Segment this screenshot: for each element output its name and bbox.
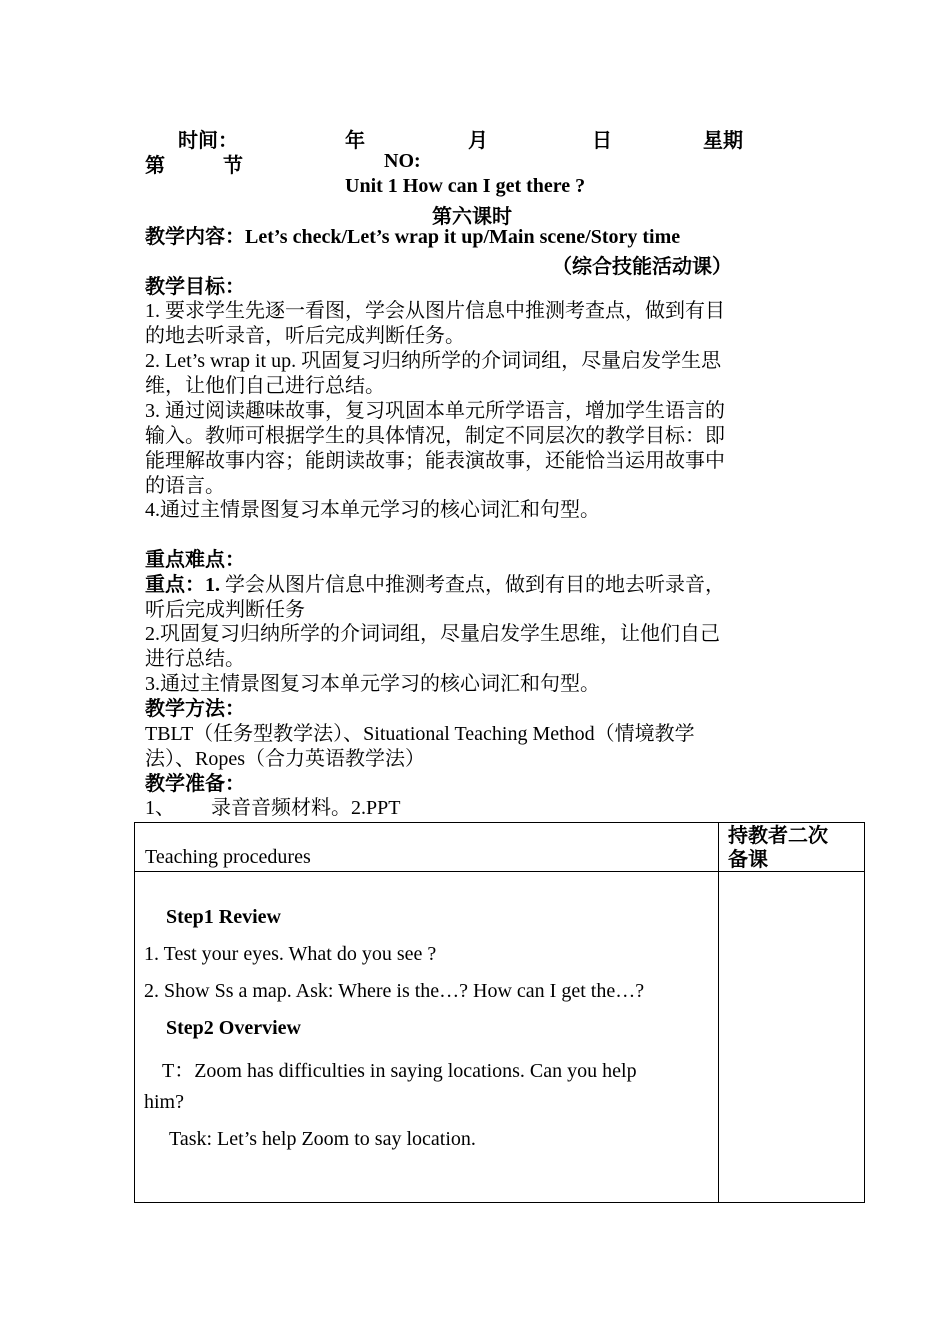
objective-line: 1. 要求学生先逐一看图，学会从图片信息中推测考查点，做到有目 bbox=[145, 300, 725, 322]
second-prep-body-cell[interactable] bbox=[719, 872, 865, 1203]
keypoint-line: 听后完成判断任务 bbox=[145, 599, 305, 621]
number-label: NO: bbox=[384, 150, 421, 172]
methods-heading: 教学方法： bbox=[145, 698, 245, 720]
day-label: 日 bbox=[592, 130, 612, 152]
keypoint-label: 重点： bbox=[145, 574, 205, 596]
month-label: 月 bbox=[468, 130, 488, 152]
keypoint-number: 1. bbox=[205, 574, 220, 596]
objectives-heading: 教学目标： bbox=[145, 276, 245, 298]
objective-line: 输入。教师可根据学生的具体情况，制定不同层次的教学目标：即 bbox=[145, 425, 725, 447]
objective-line: 的地去听录音，听后完成判断任务。 bbox=[145, 325, 465, 347]
step2-teacher-line bbox=[162, 1054, 637, 1083]
keypoint-first-line bbox=[145, 573, 725, 598]
table-header-row bbox=[135, 823, 865, 872]
content-line bbox=[145, 225, 680, 250]
preparation-heading: 教学准备： bbox=[145, 773, 245, 795]
unit-title: Unit 1 How can I get there ? bbox=[345, 175, 586, 197]
preparation-text: 录音音频材料。2.PPT bbox=[211, 797, 401, 819]
time-label: 时间： bbox=[178, 130, 238, 152]
step2-teacher-cont: him? bbox=[144, 1091, 184, 1113]
keypoint-line: 2.巩固复习归纳所学的介词词组，尽量启发学生思维，让他们自己 bbox=[145, 623, 720, 645]
objective-line: 2. Let’s wrap it up. 巩固复习归纳所学的介词词组，尽量启发学生思 bbox=[145, 350, 722, 372]
procedures-header-cell bbox=[135, 823, 719, 872]
preparation-item bbox=[145, 796, 400, 821]
second-prep-header-cell bbox=[719, 823, 865, 872]
procedures-body-cell bbox=[135, 872, 719, 1203]
preparation-number: 1、 bbox=[145, 797, 175, 819]
content-label: 教学内容： bbox=[145, 226, 245, 248]
step2-heading: Step2 Overview bbox=[166, 1017, 301, 1039]
lesson-type: （综合技能活动课） bbox=[552, 256, 732, 278]
objective-line: 4.通过主情景图复习本单元学习的核心词汇和句型。 bbox=[145, 499, 600, 521]
period-di-label: 第 bbox=[145, 155, 165, 177]
keypoint-line: 3.通过主情景图复习本单元学习的核心词汇和句型。 bbox=[145, 673, 600, 695]
objective-line: 的语言。 bbox=[145, 475, 225, 497]
step1-item: 2. Show Ss a map. Ask: Where is the…? How can I get the…? bbox=[144, 980, 645, 1002]
keypoint-text: 学会从图片信息中推测考查点，做到有目的地去听录音， bbox=[220, 574, 725, 596]
second-prep-header-line1: 持教者二次 bbox=[728, 825, 828, 847]
step1-heading: Step1 Review bbox=[166, 906, 281, 928]
keypoints-heading: 重点难点： bbox=[145, 549, 245, 571]
second-prep-header-line2: 备课 bbox=[728, 849, 768, 871]
weekday-label: 星期 bbox=[703, 130, 743, 152]
procedures-header: Teaching procedures bbox=[145, 846, 311, 868]
content-value: Let’s check/Let’s wrap it up/Main scene/Story time bbox=[245, 226, 681, 248]
method-line: TBLT（任务型教学法）、Situational Teaching Method（情境教学 bbox=[145, 723, 695, 745]
objective-line: 能理解故事内容；能朗读故事；能表演故事，还能恰当运用故事中 bbox=[145, 450, 725, 472]
method-line: 法）、Ropes（合力英语教学法） bbox=[145, 748, 425, 770]
step2-task: Task: Let’s help Zoom to say location. bbox=[169, 1128, 476, 1150]
step1-item: 1. Test your eyes. What do you see ? bbox=[144, 943, 437, 965]
objective-line: 维，让他们自己进行总结。 bbox=[145, 375, 385, 397]
lesson-title: 第六课时 bbox=[432, 206, 512, 228]
step2-teacher-text: Zoom has difficulties in saying locations. Can you help bbox=[194, 1060, 637, 1082]
period-jie-label: 节 bbox=[223, 155, 243, 177]
objective-line: 3. 通过阅读趣味故事，复习巩固本单元所学语言，增加学生语言的 bbox=[145, 400, 725, 422]
procedures-table bbox=[134, 822, 865, 1203]
keypoint-line: 进行总结。 bbox=[145, 648, 245, 670]
year-label: 年 bbox=[345, 130, 365, 152]
table-body-row bbox=[135, 872, 865, 1203]
step2-teacher-label: T： bbox=[162, 1060, 195, 1082]
